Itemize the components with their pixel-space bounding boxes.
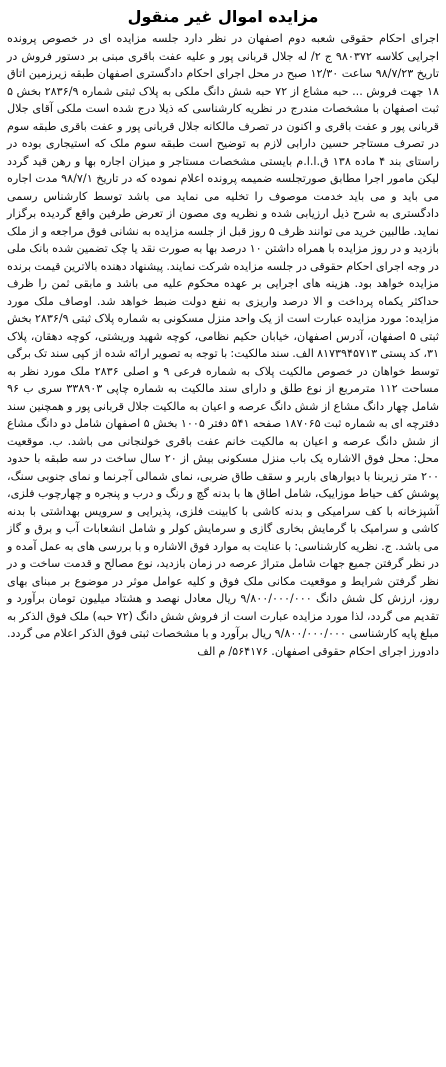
notice-title: مزایده اموال غیر منقول (127, 7, 319, 26)
notice-body-text: اجرای احکام حقوقی شعبه دوم اصفهان در نظر دارد جلسه مزایده ای در خصوص پرونده اجرایی کلاسه ۹۸۰۳۷۲ ج ۲/ له جلال قربانی پور و علیه عفت باقری مبنی بر دستور فروش در تاریخ ۹۸/۷/۲۳ ساعت ۱۲/۳۰ صبح در محل اجرای احکام دادگستری اصفهان طبقه زیرزمین اتاق ۱۸ جهت فروش ... حبه مشاع از ۷۲ حبه شش دانگ ملکی به پلاک ثبتی شماره ۲۸۳۶/۹ بخش ۵ ثبت اصفهان با مشخصات مندرج در نظریه کارشناسی که ذیلا درج شده است ملکی آقای جلال قربانی پور و عفت باقری و اکنون در تصرف مالکانه جلال قربانی پور و عفت باقری طبقه سوم در تصرف مستاجر حسین دارابی لازم به توضیح است طبقه سوم ملک که استیجاری بوده در راستای بند ۴ ماده ۱۳۸ ق.ا.ا.م بایستی مشخصات مستاجر و میزان اجاره بها و رهن قید گردد لیکن مامور اجرا مطابق صورتجلسه ضمیمه پرونده اعلام نموده که در تاریخ ۹۸/۷/۱ مدت اجاره می باید و می باید خدمت موصوف را تخلیه می نماید می باشد توسط کارشناس رسمی دادگستری به شرح ذیل ارزیابی شده و نظریه وی مصون از تعرض طرفین واقع گردیده برگزار نماید. طالبین خرید می توانند ظرف ۵ روز قبل از جلسه مزایده به نشانی فوق مراجعه و از ملک بازدید و در روز مزایده با همراه داشتن ۱۰ درصد بها به صورت نقد یا چک تضمین شده بانک ملی در وجه اجرای احکام حقوقی در جلسه مزایده شرکت نمایند. پیشنهاد دهنده بالاترین قیمت برنده مزایده خواهد بود. هزینه های اجرایی بر عهده محکوم علیه می باشد و مابقی ثمن را ظرف حداکثر یکماه پرداخت و الا درصد واریزی به نفع دولت ضبط خواهد شد. اوصاف ملک مورد مزایده: مورد مزایده عبارت است از یک واحد منزل مسکونی به شماره پلاک ثبتی ۲۸۳۶/۹ بخش ثبتی ۵ اصفهان، آدرس اصفهان، خیابان حکیم نظامی، کوچه شهید وریشتی، کوچه دهقان، پلاک ۳۱، کد پستی ۸۱۷۳۹۴۵۷۱۳ الف. سند مالکیت: با توجه به تصویر ارائه شده از کپی سند تک برگی توسط خواهان در خصوص مالکیت پلاک به شماره فرعی ۹ و اصلی ۲۸۳۶ ملک مورد نظر به مساحت ۱۱۲ مترمربع از نوع طلق و دارای سند مالکیت به شماره چاپی ۳۳۸۹۰۳ سری ب ۹۶ شامل چهار دانگ مشاع از شش دانگ عرصه و اعیان به مالکیت جلال قربانی پور و همچنین سند دفترچه ای به شماره ثبت ۱۸۷۰۶۵ صفحه ۵۴۱ دفتر ۱۰۰۵ بخش ۵ اصفهان شامل دو دانگ مشاع از شش دانگ عرصه و اعیان به مالکیت خانم عفت باقری خولنجانی می باشد. ب. موقعیت محل: محل فوق الاشاره یک باب منزل مسکونی بیش از ۲۰ سال ساخت در سه طبقه با حدود ۲۰۰ متر زیربنا با دیوارهای باربر و سقف طاق ضربی، نمای شمالی آجرنما و نمای جنوبی سنگ، پوشش کف حیاط موزاییک، شامل اطاق ها با بدنه گچ و رنگ و درب و پنجره و چهارچوب فلزی، آشپزخانه با کف سرامیکی و بدنه کاشی با کابینت فلزی، پذیرایی و سرویس بهداشتی با بدنه کاشی و سرامیک با گرمایش بخاری گازی و سرمایش کولر و شامل انشعابات آب و برق و گاز می باشد. ج. نظریه کارشناسی: با عنایت به موارد فوق الاشاره و با بررسی های به عمل آمده و در نظر گرفتن جمیع جهات شامل متراژ عرصه در زمان بازدید، نوع مصالح و قدمت ساخت و در نظر گرفتن شرایط و موقعیت مکانی ملک فوق و کلیه عوامل موثر در موضوع بر مبنای بهای روز، ارزش کل شش دانگ ۹/۸۰۰/۰۰۰/۰۰۰ ریال معادل نهصد و هشتاد میلیون تومان برآورد و تقدیم می گردد، لذا مورد مزایده عبارت است از فروش شش دانگ (۷۲ حبه) ملک فوق الذکر به مبلغ پایه کارشناسی ۹/۸۰۰/۰۰۰/۰۰۰ ریال برآورد و با مشخصات ثبتی فوق الذکر اعلام می گردد. دادورز اجرای احکام حقوقی اصفهان. ۵۶۴۱۷۶/ م الف (7, 32, 440, 658)
